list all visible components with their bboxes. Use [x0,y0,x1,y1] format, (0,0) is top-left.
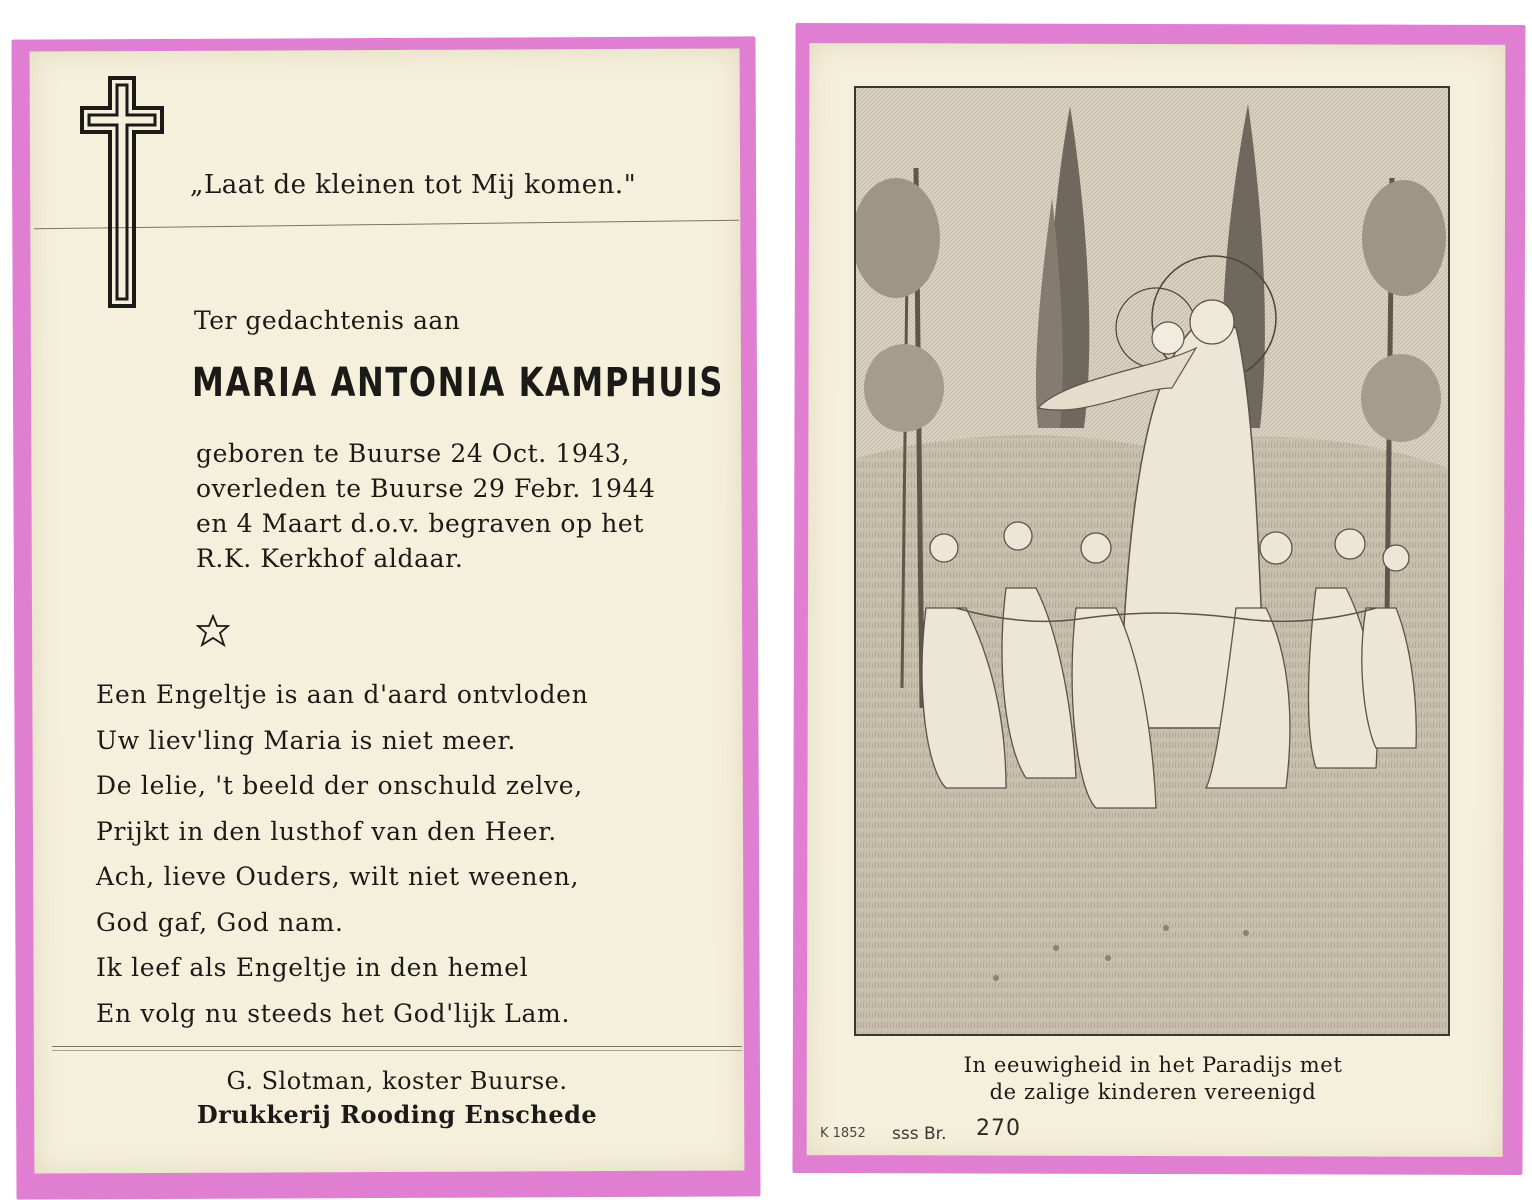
poem-line: Ik leef als Engeltje in den hemel [96,953,529,982]
footer-divider [52,1046,742,1047]
memorial-poem [96,672,588,1036]
six-point-star-icon [196,614,230,648]
detail-line: geboren te Buurse 24 Oct. 1943, [196,439,630,468]
printer-line: Drukkerij Rooding Enschede [196,1100,598,1129]
printer-footer [52,1064,742,1132]
print-number: 270 [976,1116,1021,1141]
poem-line: De lelie, 't beeld der onschuld zelve, [96,771,583,800]
cross-icon [80,76,164,308]
poem-line: Ach, lieve Ouders, wilt niet weenen, [96,862,580,891]
poem-line: God gaf, God nam. [96,907,344,937]
illustration-caption [888,1052,1418,1106]
footer-divider-second [52,1050,742,1051]
bible-quote: „Laat de kleinen tot Mij komen." [190,170,637,200]
detail-line: en 4 Maart d.o.v. begraven op het [196,509,644,538]
memory-intro: Ter gedachtenis aan [194,306,461,335]
print-reference: sss Br. [892,1124,947,1144]
biographical-details [196,436,656,576]
poem-line: Prijkt in den lusthof van den Heer. [96,816,557,846]
print-code: K 1852 [820,1126,866,1141]
caption-line: de zalige kinderen vereenigd [989,1080,1317,1104]
detail-line: overleden te Buurse 29 Febr. 1944 [196,474,656,503]
poem-line: En volg nu steeds het God'lijk Lam. [96,998,571,1028]
deceased-name: MARIA ANTONIA KAMPHUIS [192,360,725,406]
caption-line: In eeuwigheid in het Paradijs met [963,1053,1343,1077]
poem-line: Een Engeltje is aan d'aard ontvloden [96,680,589,709]
madonna-illustration [854,86,1450,1036]
poem-line: Uw liev'ling Maria is niet meer. [96,725,517,755]
sexton-line: G. Slotman, koster Buurse. [226,1067,568,1095]
detail-line: R.K. Kerkhof aldaar. [196,544,464,573]
